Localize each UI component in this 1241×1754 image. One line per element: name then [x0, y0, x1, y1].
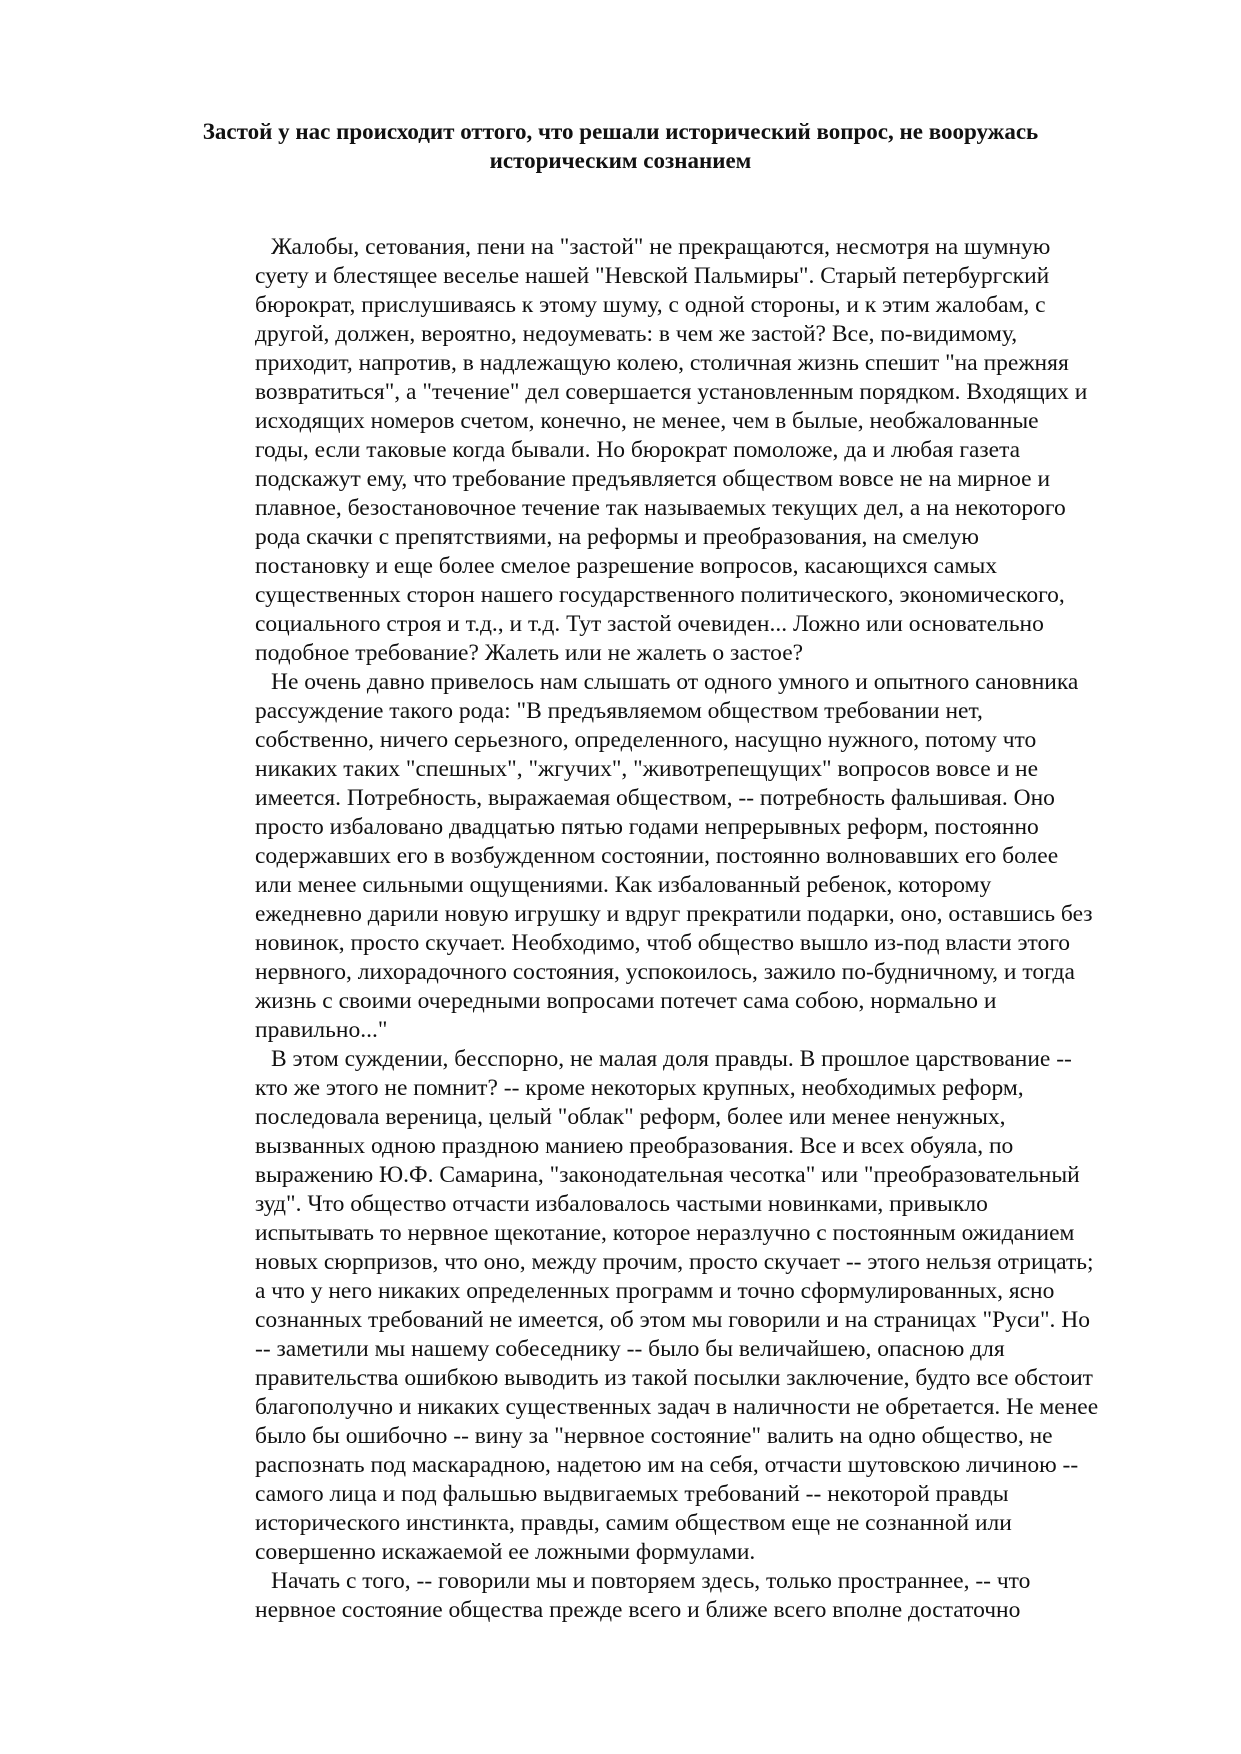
- body-line: последовала вереница, целый "облак" реформ, более или менее ненужных,: [255, 1104, 1006, 1130]
- body-line: социального строя и т.д., и т.д. Тут застой очевиден... Ложно или основательно: [255, 611, 1044, 637]
- document-body: [255, 233, 1155, 1625]
- body-line: годы, если таковые когда бывали. Но бюрократ помоложе, да и любая газета: [255, 437, 1021, 463]
- body-line: подскажут ему, что требование предъявляется обществом вовсе не на мирное и: [255, 466, 1051, 492]
- body-line: а что у него никаких определенных программ и точно сформулированных, ясно: [255, 1278, 1055, 1304]
- body-line: приходит, напротив, в надлежащую колею, столичная жизнь спешит "на прежняя: [255, 350, 1069, 376]
- body-line: нервного, лихорадочного состояния, успокоилось, зажило по-будничному, и тогда: [255, 959, 1075, 985]
- body-line: рода скачки с препятствиями, на реформы и преобразования, на смелую: [255, 524, 979, 550]
- body-line: исходящих номеров счетом, конечно, не менее, чем в былые, необжалованные: [255, 408, 1039, 434]
- body-line: новых сюрпризов, что оно, между прочим, просто скучает -- этого нельзя отрицать;: [255, 1249, 1094, 1275]
- title-line: Застой у нас происходит оттого, что решали исторический вопрос, не вооружась: [202, 119, 1039, 144]
- body-line: возвратиться", а "течение" дел совершается установленным порядком. Входящих и: [255, 379, 1088, 405]
- body-line: никаких таких "спешных", "жгучих", "животрепещущих" вопросов вовсе и не: [255, 756, 1039, 782]
- body-line: Жалобы, сетования, пени на "застой" не прекращаются, несмотря на шумную: [271, 234, 1051, 260]
- body-line: правильно...": [255, 1017, 388, 1043]
- body-line: или менее сильными ощущениями. Как избалованный ребенок, которому: [255, 872, 992, 898]
- body-line: другой, должен, вероятно, недоумевать: в чем же застой? Все, по-видимому,: [255, 321, 1018, 347]
- body-line: Не очень давно привелось нам слышать от одного умного и опытного сановника: [271, 669, 1079, 695]
- body-line: Начать с того, -- говорили мы и повторяем здесь, только пространнее, -- что: [271, 1568, 1031, 1594]
- body-line: В этом суждении, бесспорно, не малая доля правды. В прошлое царствование --: [271, 1046, 1072, 1072]
- body-line: содержавших его в возбужденном состоянии, постоянно волновавших его более: [255, 843, 1059, 869]
- title-line: историческим сознанием: [489, 148, 752, 173]
- body-line: жизнь с своими очередными вопросами потечет сама собою, нормально и: [255, 988, 997, 1014]
- body-line: кто же этого не помнит? -- кроме некоторых крупных, необходимых реформ,: [255, 1075, 1024, 1101]
- body-line: сознанных требований не имеется, об этом мы говорили и на страницах "Руси". Но: [255, 1307, 1091, 1333]
- body-line: просто избаловано двадцатью пятью годами непрерывных реформ, постоянно: [255, 814, 1039, 840]
- body-line: новинок, просто скучает. Необходимо, чтоб общество вышло из-под власти этого: [255, 930, 1071, 956]
- body-line: суету и блестящее веселье нашей "Невской Пальмиры". Старый петербургский: [255, 263, 1050, 289]
- body-line: выражению Ю.Ф. Самарина, "законодательная чесотка" или "преобразовательный: [255, 1162, 1080, 1188]
- body-line: нервное состояние общества прежде всего и ближе всего вполне достаточно: [255, 1597, 1021, 1623]
- document-title: [150, 116, 1091, 174]
- body-line: самого лица и под фальшью выдвигаемых требований -- некоторой правды: [255, 1481, 1009, 1507]
- body-line: рассуждение такого рода: "В предъявляемом обществом требовании нет,: [255, 698, 983, 724]
- body-line: бюрократ, прислушиваясь к этому шуму, с одной стороны, и к этим жалобам, с: [255, 292, 1046, 318]
- body-line: вызванных одною праздною маниею преобразования. Все и всех обуяла, по: [255, 1133, 1014, 1159]
- body-line: постановку и еще более смелое разрешение вопросов, касающихся самых: [255, 553, 998, 579]
- body-line: собственно, ничего серьезного, определенного, насущно нужного, потому что: [255, 727, 1037, 753]
- body-line: -- заметили мы нашему собеседнику -- было бы величайшею, опасною для: [255, 1336, 1005, 1362]
- body-line: благополучно и никаких существенных задач в наличности не обретается. Не менее: [255, 1394, 1099, 1420]
- body-line: совершенно искажаемой ее ложными формулами.: [255, 1539, 756, 1565]
- body-line: испытывать то нервное щекотание, которое неразлучно с постоянным ожиданием: [255, 1220, 1075, 1246]
- body-line: было бы ошибочно -- вину за "нервное состояние" валить на одно общество, не: [255, 1423, 1053, 1449]
- body-line: ежедневно дарили новую игрушку и вдруг прекратили подарки, оно, оставшись без: [255, 901, 1093, 927]
- body-line: имеется. Потребность, выражаемая обществом, -- потребность фальшивая. Оно: [255, 785, 1055, 811]
- body-line: исторического инстинкта, правды, самим обществом еще не сознанной или: [255, 1510, 1012, 1536]
- body-line: подобное требование? Жалеть или не жалеть о застое?: [255, 640, 804, 666]
- body-line: распознать под маскарадною, надетою им на себя, отчасти шутовскою личиною --: [255, 1452, 1079, 1478]
- body-line: плавное, безостановочное течение так называемых текущих дел, а на некоторого: [255, 495, 1066, 521]
- body-line: зуд". Что общество отчасти избаловалось частыми новинками, привыкло: [255, 1191, 988, 1217]
- body-line: правительства ошибкою выводить из такой посылки заключение, будто все обстоит: [255, 1365, 1093, 1391]
- body-line: существенных сторон нашего государственного политического, экономического,: [255, 582, 1065, 608]
